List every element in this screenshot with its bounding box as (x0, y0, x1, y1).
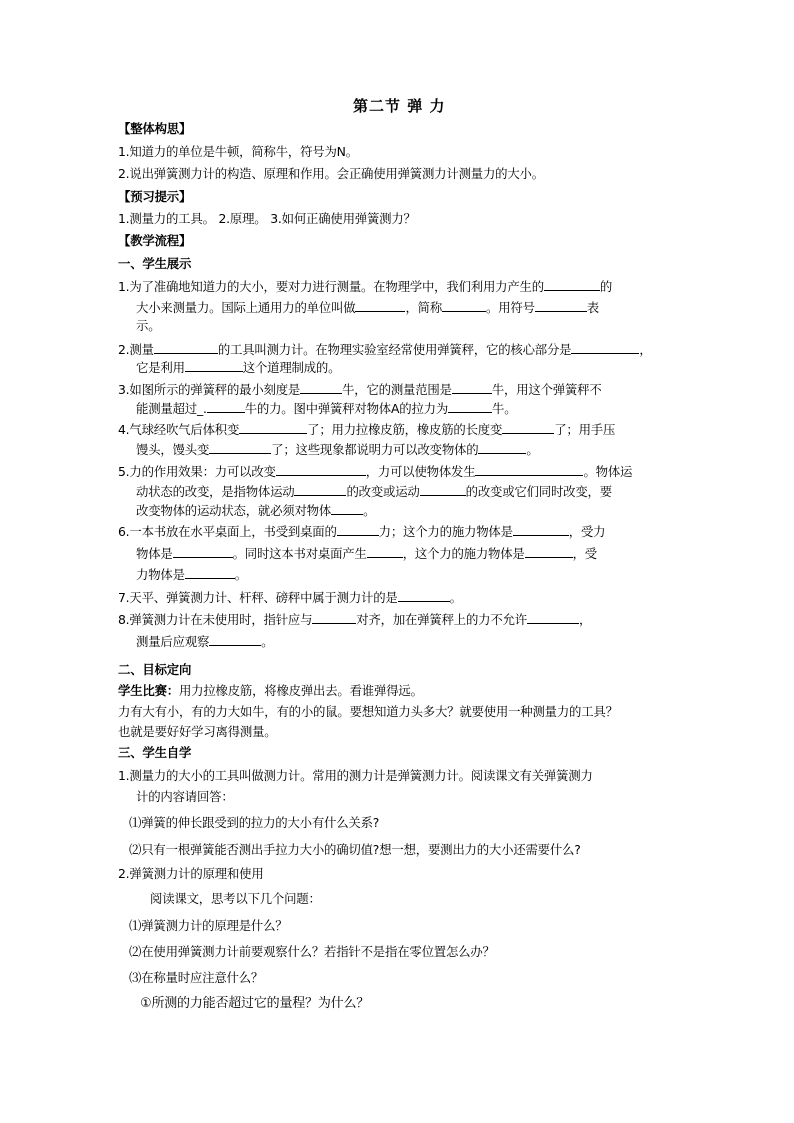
q3-blank-2[interactable] (452, 381, 492, 394)
q4-blank-2[interactable] (502, 421, 554, 434)
q1-text-c: 大小来测量力。国际上通用力的单位叫做 (136, 300, 356, 315)
part3-line-2b: 阅读课文，思考以下几个问题： (150, 891, 321, 906)
q4-text-d: 馒头，馒头变 (136, 442, 210, 457)
q1-blank-3[interactable] (442, 299, 486, 312)
section-preview-heading: 【预习提示】 (118, 189, 192, 204)
q2-blank-1[interactable] (154, 341, 218, 354)
part3-sub-1: ⑴弹簧的伸长跟受到的拉力的大小有什么关系? (129, 815, 380, 830)
q6-text-i: 。 (234, 567, 247, 582)
q1-text-a: 1.为了准确地知道力的大小，要对力进行测量。在物理学中，我们利用力产生的 (118, 279, 544, 294)
part2-line-3: 也就是要好好学习离得测量。 (118, 724, 277, 739)
q8-text-e: 。 (261, 634, 274, 649)
q3-blank-4[interactable] (448, 400, 492, 413)
q6-text-g: ，受 (572, 546, 597, 561)
q4-line-2 (136, 441, 539, 458)
q1-text-b: 的 (599, 279, 613, 294)
q7-blank-1[interactable] (398, 589, 450, 602)
part3-question-3a: ①所测的力能否超过它的量程？为什么？ (140, 996, 370, 1011)
q2-text-b: 的工具叫测力计。在物理实验室经常使用弹簧秤，它的核心部分是 (217, 342, 572, 357)
overview-line-1: 1.知道力的单位是牛顿，简称牛，符号为N。 (118, 144, 358, 159)
q7-line-1 (118, 589, 462, 606)
q1-line-1 (118, 278, 612, 295)
section-process-heading: 【教学流程】 (118, 233, 192, 248)
q5-text-a: 5.力的作用效果：力可以改变 (118, 464, 276, 479)
q5-blank-1[interactable] (276, 463, 366, 476)
q8-blank-2[interactable] (527, 611, 579, 624)
q6-line-3 (136, 566, 247, 583)
q6-text-b: 力；这个力的施力物体是 (378, 524, 513, 539)
part3-line-2: 2.弹簧测力计的原理和使用 (118, 866, 264, 881)
q8-text-b: 对齐，加在弹簧秤上的力不允许 (356, 612, 527, 627)
q6-blank-2[interactable] (513, 523, 569, 536)
q4-text-c: 了；用手压 (554, 422, 616, 437)
q5-text-g: 改变物体的运动状态，就必须对物体 (136, 503, 332, 518)
part2-line-2: 力有大有小，有的力大如牛，有的小的鼠。要想知道力头多大？就要使用一种测量力的工具？ (118, 704, 618, 719)
q6-text-f: ，这个力的施力物体是 (402, 546, 525, 561)
q1-text-e: 。用符号 (486, 300, 535, 315)
q8-text-c: ， (578, 612, 592, 627)
part1-heading: 一、学生展示 (118, 256, 192, 271)
q8-line-1 (118, 611, 591, 628)
part2-contest-line (118, 683, 423, 699)
q3-text-f: 牛。 (492, 401, 517, 416)
q5-blank-5[interactable] (331, 502, 363, 515)
part3-sub-2: ⑵只有一根弹簧能否测出手拉力大小的确切值?想一想，要测出力的大小还需要什么? (129, 842, 581, 857)
q3-line-2 (136, 400, 516, 417)
part3-question-2: ⑵在使用弹簧测力计前要观察什么？若指针不是指在零位置怎么办？ (129, 944, 495, 959)
q1-text-f: 表 (586, 300, 599, 315)
q2-blank-2[interactable] (571, 341, 639, 354)
q1-text-d: ，简称 (405, 300, 443, 315)
part2-heading: 二、目标定向 (118, 662, 192, 677)
part3-heading: 三、学生自学 (118, 745, 192, 760)
q6-text-d: 物体是 (136, 546, 173, 561)
q7-text-a: 7.天平、弹簧测力计、杆秤、磅秤中属于测力计的是 (118, 590, 398, 605)
q4-text-e: 了；这些现象都说明力可以改变物体的 (271, 442, 479, 457)
q5-blank-2[interactable] (475, 463, 583, 476)
q5-text-d: 动状态的改变，是指物体运动 (136, 484, 295, 499)
q5-text-e: 的改变或运动 (346, 484, 420, 499)
q1-blank-2[interactable] (355, 299, 405, 312)
q5-line-1 (118, 463, 632, 480)
part2-contest-text: 用力拉橡皮筋，将橡皮弹出去。看谁弹得远。 (178, 683, 423, 698)
q2-text-c: ， (639, 342, 652, 357)
q3-blank-1[interactable] (300, 381, 342, 394)
q5-line-3 (136, 502, 375, 519)
section-overview-heading: 【整体构思】 (118, 121, 192, 136)
part2-contest-label: 学生比赛： (118, 683, 179, 698)
q3-line-1 (118, 381, 602, 398)
q5-text-h: 。 (363, 503, 376, 518)
q8-blank-1[interactable] (312, 611, 356, 624)
q6-text-e: 。同时这本书对桌面产生 (232, 546, 367, 561)
q1-blank-4[interactable] (535, 299, 587, 312)
part3-question-3: ⑶在称量时应注意什么？ (129, 970, 264, 985)
q6-text-c: ，受力 (568, 524, 606, 539)
q2-text-a: 2.测量 (118, 342, 154, 357)
preview-line-1: 1.测量力的工具。 2.原理。 3.如何正确使用弹簧测力？ (118, 211, 416, 226)
q4-line-1 (118, 421, 615, 438)
part3-question-1: ⑴弹簧测力计的原理是什么？ (129, 918, 288, 933)
q8-text-d: 测量后应观察 (136, 634, 210, 649)
q6-blank-4[interactable] (367, 545, 403, 558)
q4-blank-3[interactable] (209, 441, 271, 454)
q3-blank-3[interactable] (207, 400, 245, 413)
page-title: 第二节 弹 力 (353, 97, 446, 115)
q4-blank-4[interactable] (478, 441, 526, 454)
part3-line-1b: 计的内容请回答： (136, 789, 234, 804)
q5-text-b: ，力可以使物体发生 (365, 464, 476, 479)
q6-blank-6[interactable] (185, 566, 235, 579)
q6-blank-3[interactable] (173, 545, 233, 558)
q5-text-c: 。物体运 (583, 464, 633, 479)
q2-blank-3[interactable] (185, 359, 243, 372)
q2-line-2 (136, 359, 340, 376)
q4-text-b: 了；用力拉橡皮筋，橡皮筋的长度变 (307, 422, 503, 437)
q6-text-h: 力物体是 (136, 567, 185, 582)
q2-line-1 (118, 341, 652, 358)
q7-text-b: 。 (449, 590, 462, 605)
q3-text-c: 牛，用这个弹簧秤不 (491, 382, 602, 397)
q3-text-a: 3.如图所示的弹簧秤的最小刻度是 (118, 382, 301, 397)
q6-blank-5[interactable] (525, 545, 573, 558)
q5-blank-3[interactable] (294, 483, 346, 496)
q3-text-e: 牛的力。图中弹簧秤对物体A的拉力为 (244, 401, 449, 416)
q6-line-1 (118, 523, 605, 540)
q5-line-2 (136, 483, 612, 500)
q3-text-d: 能测量超过_. (136, 401, 207, 416)
q4-text-a: 4.气球经吹气后体积变 (118, 422, 240, 437)
q1-blank-1[interactable] (544, 278, 600, 291)
q3-text-b: 牛，它的测量范围是 (342, 382, 452, 397)
q6-blank-1[interactable] (337, 523, 379, 536)
q4-text-f: 。 (526, 442, 539, 457)
q4-blank-1[interactable] (239, 421, 307, 434)
q1-line-3: 示。 (136, 318, 161, 333)
q6-line-2 (136, 545, 597, 562)
q5-text-f: 的改变或它们同时改变，要 (465, 484, 612, 499)
q2-text-e: 这个道理制成的。 (242, 360, 341, 375)
q8-text-a: 8.弹簧测力计在未使用时，指针应与 (118, 612, 313, 627)
part3-line-1a: 1.测量力的大小的工具叫做测力计。常用的测力计是弹簧测力计。阅读课文有关弹簧测力 (118, 768, 593, 783)
q5-blank-4[interactable] (420, 483, 466, 496)
q6-text-a: 6.一本书放在水平桌面上，书受到桌面的 (118, 524, 337, 539)
q2-text-d: 它是利用 (136, 360, 185, 375)
q8-blank-3[interactable] (209, 633, 261, 646)
overview-line-2: 2.说出弹簧测力计的构造、原理和作用。会正确使用弹簧测力计测量力的大小。 (118, 166, 544, 181)
q1-line-2 (136, 299, 599, 316)
q8-line-2 (136, 633, 273, 650)
